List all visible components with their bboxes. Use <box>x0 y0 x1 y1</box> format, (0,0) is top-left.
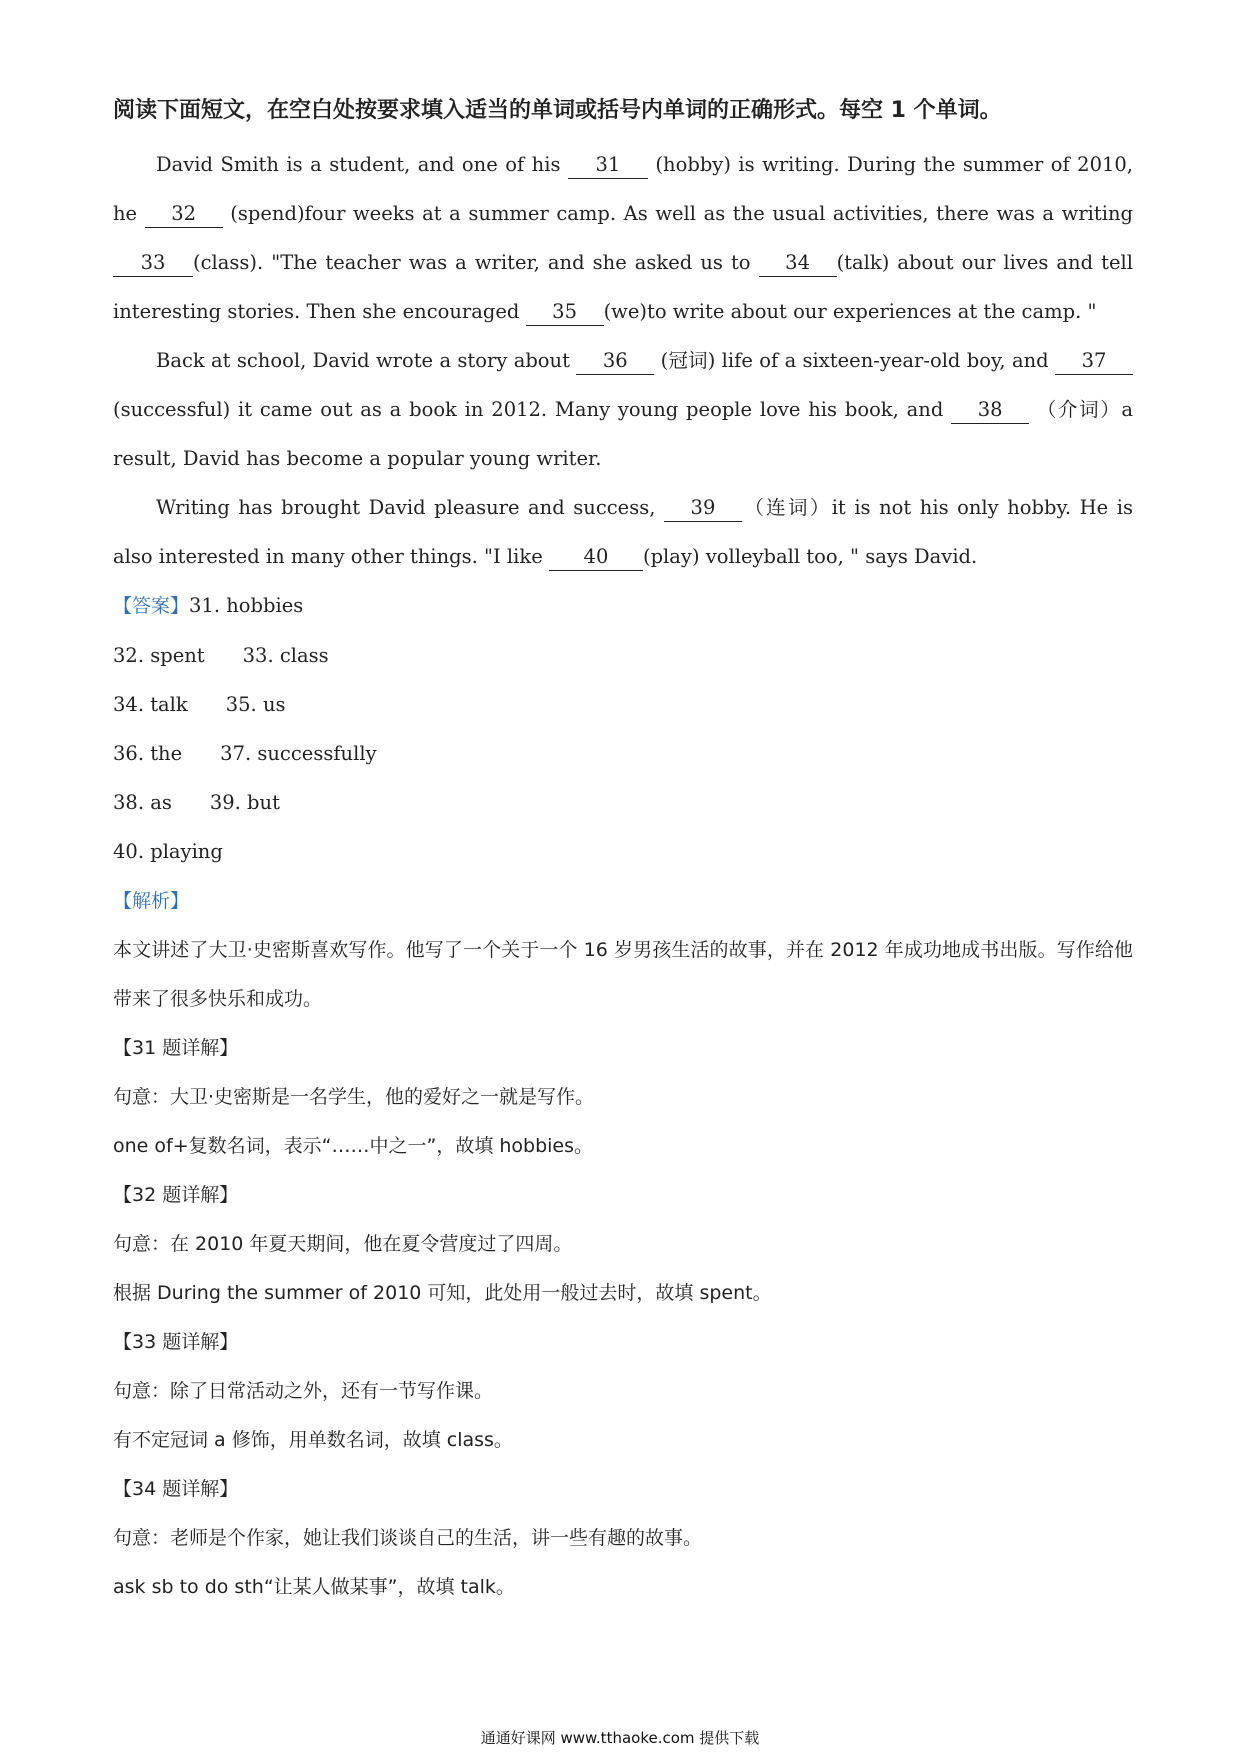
answer-item: 33. class <box>242 644 329 667</box>
passage-text: (talk) about our lives and tell interesting stories. Then she encouraged <box>113 251 1133 323</box>
blank-33: 33 <box>113 250 193 277</box>
answer-line <box>113 778 1133 827</box>
passage-text: (冠词) life of a sixteen-year-old boy, and <box>654 349 1055 372</box>
blank-39: 39 <box>664 495 742 522</box>
q34-meaning: 句意：老师是个作家，她让我们谈谈自己的生活，讲一些有趣的故事。 <box>113 1527 703 1549</box>
analysis-tag: 【解析】 <box>113 890 190 912</box>
q31-meaning: 句意：大卫·史密斯是一名学生，他的爱好之一就是写作。 <box>113 1086 595 1108</box>
passage-paragraph-1 <box>113 140 1133 336</box>
q31-explanation: one of+复数名词，表示“……中之一”，故填 hobbies。 <box>113 1135 594 1157</box>
q31-heading: 【31 题详解】 <box>113 1037 239 1059</box>
q32-explanation: 根据 During the summer of 2010 可知，此处用一般过去时，故填 spent。 <box>113 1282 772 1304</box>
blank-31: 31 <box>568 152 648 179</box>
answer-item: 36. the <box>113 742 183 765</box>
passage-text: （介词）a result, David has become a popular young writer. <box>113 398 1133 470</box>
answer-item: 40. playing <box>113 840 223 863</box>
passage-text: (play) volleyball too, " says David. <box>642 545 978 568</box>
q33-explanation: 有不定冠词 a 修饰，用单数名词，故填 class。 <box>113 1429 513 1451</box>
passage-text: (class). "The teacher was a writer, and she asked us to <box>193 251 759 274</box>
q32-meaning: 句意：在 2010 年夏天期间，他在夏令营度过了四周。 <box>113 1233 573 1255</box>
analysis-summary: 本文讲述了大卫·史密斯喜欢写作。他写了一个关于一个 16 岁男孩生活的故事，并在 2012 年成功地成书出版。写作给他带来了很多快乐和成功。 <box>113 939 1133 1010</box>
q34-explanation: ask sb to do sth“让某人做某事”，故填 talk。 <box>113 1576 515 1598</box>
q32-heading: 【32 题详解】 <box>113 1184 239 1206</box>
blank-40: 40 <box>549 544 643 571</box>
answer-line <box>113 680 1133 729</box>
answer-line <box>113 581 1133 631</box>
page-footer: 通通好课网 www.tthaoke.com 提供下载 <box>480 1729 760 1747</box>
passage-paragraph-2 <box>113 336 1133 483</box>
passage-text: (spend)four weeks at a summer camp. As well as the usual activities, there was a writing <box>222 202 1133 225</box>
passage-text: David Smith is a student, and one of his <box>156 153 568 176</box>
answer-line <box>113 631 1133 680</box>
passage-paragraph-3 <box>113 483 1133 581</box>
passage-text: Back at school, David wrote a story about <box>156 349 577 372</box>
answer-item: 34. talk <box>113 693 188 716</box>
blank-37: 37 <box>1055 348 1133 375</box>
answer-line <box>113 827 1133 876</box>
analysis-line <box>113 876 1133 926</box>
q33-meaning: 句意：除了日常活动之外，还有一节写作课。 <box>113 1380 494 1402</box>
passage-text: (successful) it came out as a book in 2012. Many young people love his book, and <box>113 398 952 421</box>
answer-item: 38. as <box>113 791 172 814</box>
instruction-heading: 阅读下面短文，在空白处按要求填入适当的单词或括号内单词的正确形式。每空 1 个单词。 <box>113 98 1002 123</box>
blank-38: 38 <box>951 397 1029 424</box>
blank-34: 34 <box>759 250 837 277</box>
answer-line <box>113 729 1133 778</box>
answer-item: 37. successfully <box>220 742 377 765</box>
q33-heading: 【33 题详解】 <box>113 1331 239 1353</box>
q34-heading: 【34 题详解】 <box>113 1478 239 1500</box>
answer-item: 35. us <box>225 693 286 716</box>
answer-item: 32. spent <box>113 644 205 667</box>
answer-tag: 【答案】 <box>113 595 190 617</box>
answer-item: 39. but <box>209 791 280 814</box>
blank-36: 36 <box>576 348 654 375</box>
blank-32: 32 <box>145 201 223 228</box>
passage-text: Writing has brought David pleasure and success, <box>156 496 664 519</box>
passage-text: (we)to write about our experiences at the camp. " <box>603 300 1097 323</box>
passage-text: (hobby) is writing. During the summer of 2010, he <box>113 153 1134 225</box>
blank-35: 35 <box>526 299 604 326</box>
answer-item: 31. hobbies <box>189 594 304 617</box>
document-page <box>113 96 1133 1612</box>
passage-text: （连词）it is not his only hobby. He is also interested in many other things. "I like <box>113 496 1133 568</box>
